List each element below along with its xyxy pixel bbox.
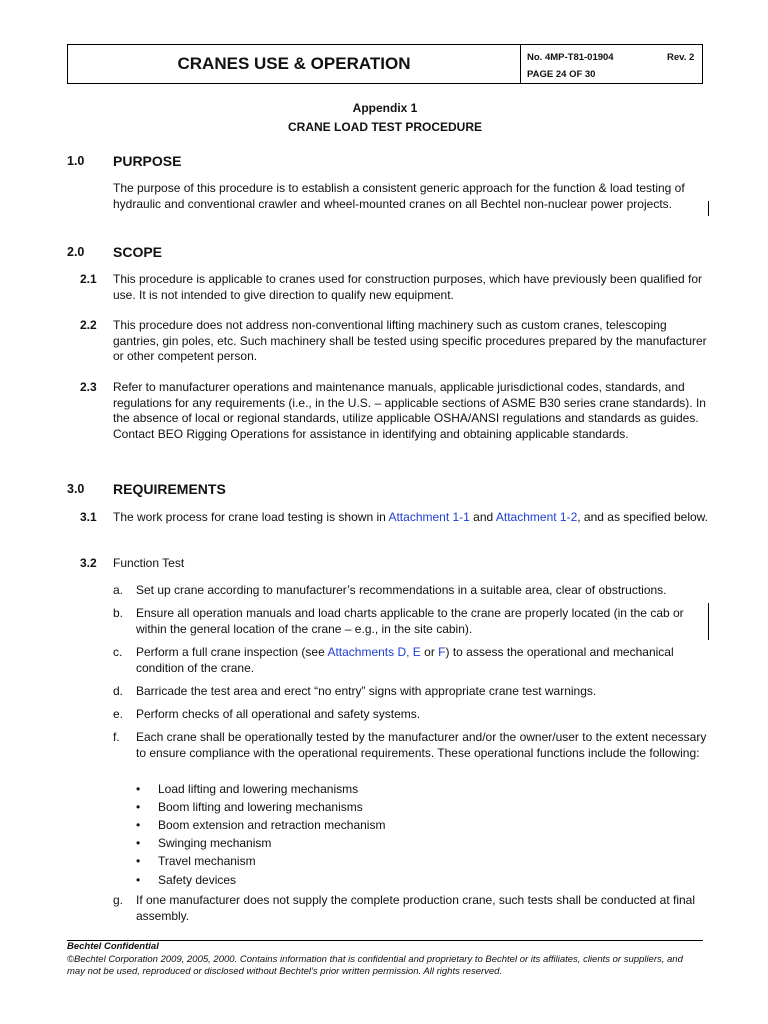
list-item: Barricade the test area and erect “no entry” signs with appropriate crane test warnings.: [136, 684, 597, 698]
document-header: [67, 44, 703, 84]
subsection-number: 3.2: [80, 556, 97, 570]
bullet-dot: •: [136, 782, 141, 796]
section-title-purpose: PURPOSE: [113, 153, 182, 169]
appendix-title: CRANE LOAD TEST PROCEDURE: [287, 120, 482, 134]
list-letter: e.: [113, 707, 124, 721]
change-bar: [708, 201, 709, 216]
list-letter: c.: [113, 645, 123, 659]
list-letter: b.: [113, 606, 124, 620]
list-item: Perform checks of all operational and safety systems.: [136, 707, 421, 721]
appendix-label: Appendix 1: [352, 101, 418, 115]
page-number: PAGE 24 OF 30: [527, 69, 596, 80]
section-number: 3.0: [67, 482, 85, 496]
list-item: Each crane shall be operationally tested by the manufacturer and/or the owner/user to the extent necessary to ensure compliance with the operational requirements. These operational functions include the following:: [136, 730, 707, 760]
requirements-paragraph-1: The work process for crane load testing is shown in Attachment 1-1 and Attachment 1-2, and as specified below.: [113, 510, 709, 524]
bullet-item: Safety devices: [158, 873, 237, 887]
document-title: CRANES USE & OPERATION: [68, 45, 521, 83]
bullet-item: Load lifting and lowering mechanisms: [158, 782, 359, 796]
bullet-dot: •: [136, 836, 141, 850]
bullet-dot: •: [136, 854, 141, 868]
footer-divider: [67, 940, 703, 941]
section-number: 1.0: [67, 154, 85, 168]
section-title-scope: SCOPE: [113, 244, 163, 260]
attachment-f-link[interactable]: F: [438, 645, 446, 659]
footer-confidential: Bechtel Confidential: [67, 941, 159, 952]
purpose-paragraph: The purpose of this procedure is to establish a consistent generic approach for the function & load testing of hydraulic and conventional crawler and wheel-mounted cranes on all Bechtel non-nuclear power projects.: [113, 181, 685, 211]
section-title-requirements: REQUIREMENTS: [113, 481, 226, 497]
function-test-title: Function Test: [113, 556, 185, 570]
subsection-number: 3.1: [80, 510, 97, 524]
list-item: Perform a full crane inspection (see Attachments D, E or F) to assess the operational and mechanical condition of the crane.: [136, 645, 674, 675]
footer-copyright: ©Bechtel Corporation 2009, 2005, 2000. Contains information that is confidential and proprietary to Bechtel or its affiliates, clients or suppliers, and may not be used, reproduced or disclosed without Bechtel’s prior written permission. All rights reserved.: [67, 954, 683, 977]
attachment-1-1-link[interactable]: Attachment 1-1: [388, 510, 470, 524]
bullet-item: Travel mechanism: [158, 854, 256, 868]
scope-paragraph-1: This procedure is applicable to cranes used for construction purposes, which have previously been qualified for use. It is not intended to give direction to qualify new equipment.: [113, 272, 702, 302]
bullet-item: Boom extension and retraction mechanism: [158, 818, 386, 832]
list-letter: a.: [113, 583, 124, 597]
subsection-number: 2.1: [80, 272, 97, 286]
attachments-d-e-link[interactable]: Attachments D, E: [327, 645, 421, 659]
subsection-number: 2.2: [80, 318, 97, 332]
revision-number: Rev. 2: [667, 52, 695, 63]
subsection-number: 2.3: [80, 380, 97, 394]
bullet-item: Boom lifting and lowering mechanisms: [158, 800, 363, 814]
attachment-1-2-link[interactable]: Attachment 1-2: [495, 510, 578, 524]
list-letter: f.: [113, 730, 120, 744]
bullet-item: Swinging mechanism: [158, 836, 272, 850]
bullet-dot: •: [136, 818, 141, 832]
change-bar: [708, 603, 709, 640]
section-number: 2.0: [67, 245, 85, 259]
list-letter: g.: [113, 893, 124, 907]
list-item: Ensure all operation manuals and load charts applicable to the crane are properly located (in the cab or within the general location of the crane – e.g., in the site cabin).: [136, 606, 684, 636]
scope-paragraph-2: This procedure does not address non-conventional lifting machinery such as custom cranes, telescoping gantries, gin poles, etc. Such machinery shall be tested using specific procedures prepared by the manufacturer or other competent person.: [113, 318, 707, 363]
bullet-dot: •: [136, 873, 141, 887]
scope-paragraph-3: Refer to manufacturer operations and maintenance manuals, applicable jurisdictional codes, standards, and regulations for any requirements (i.e., in the U.S. – applicable sections of ASME B30 series crane standards). In the absence of local or regional standards, utilize applicable OSHA/ANSI regulations and standards as guides. Contact BEO Rigging Operations for assistance in identifying and obtaining applicable standards.: [113, 380, 706, 441]
list-item: If one manufacturer does not supply the complete production crane, such tests shall be conducted at final assembly.: [136, 893, 696, 923]
document-number: No. 4MP-T81-01904: [527, 52, 614, 63]
list-item: Set up crane according to manufacturer’s recommendations in a suitable area, clear of obstructions.: [136, 583, 667, 597]
list-letter: d.: [113, 684, 124, 698]
bullet-dot: •: [136, 800, 141, 814]
